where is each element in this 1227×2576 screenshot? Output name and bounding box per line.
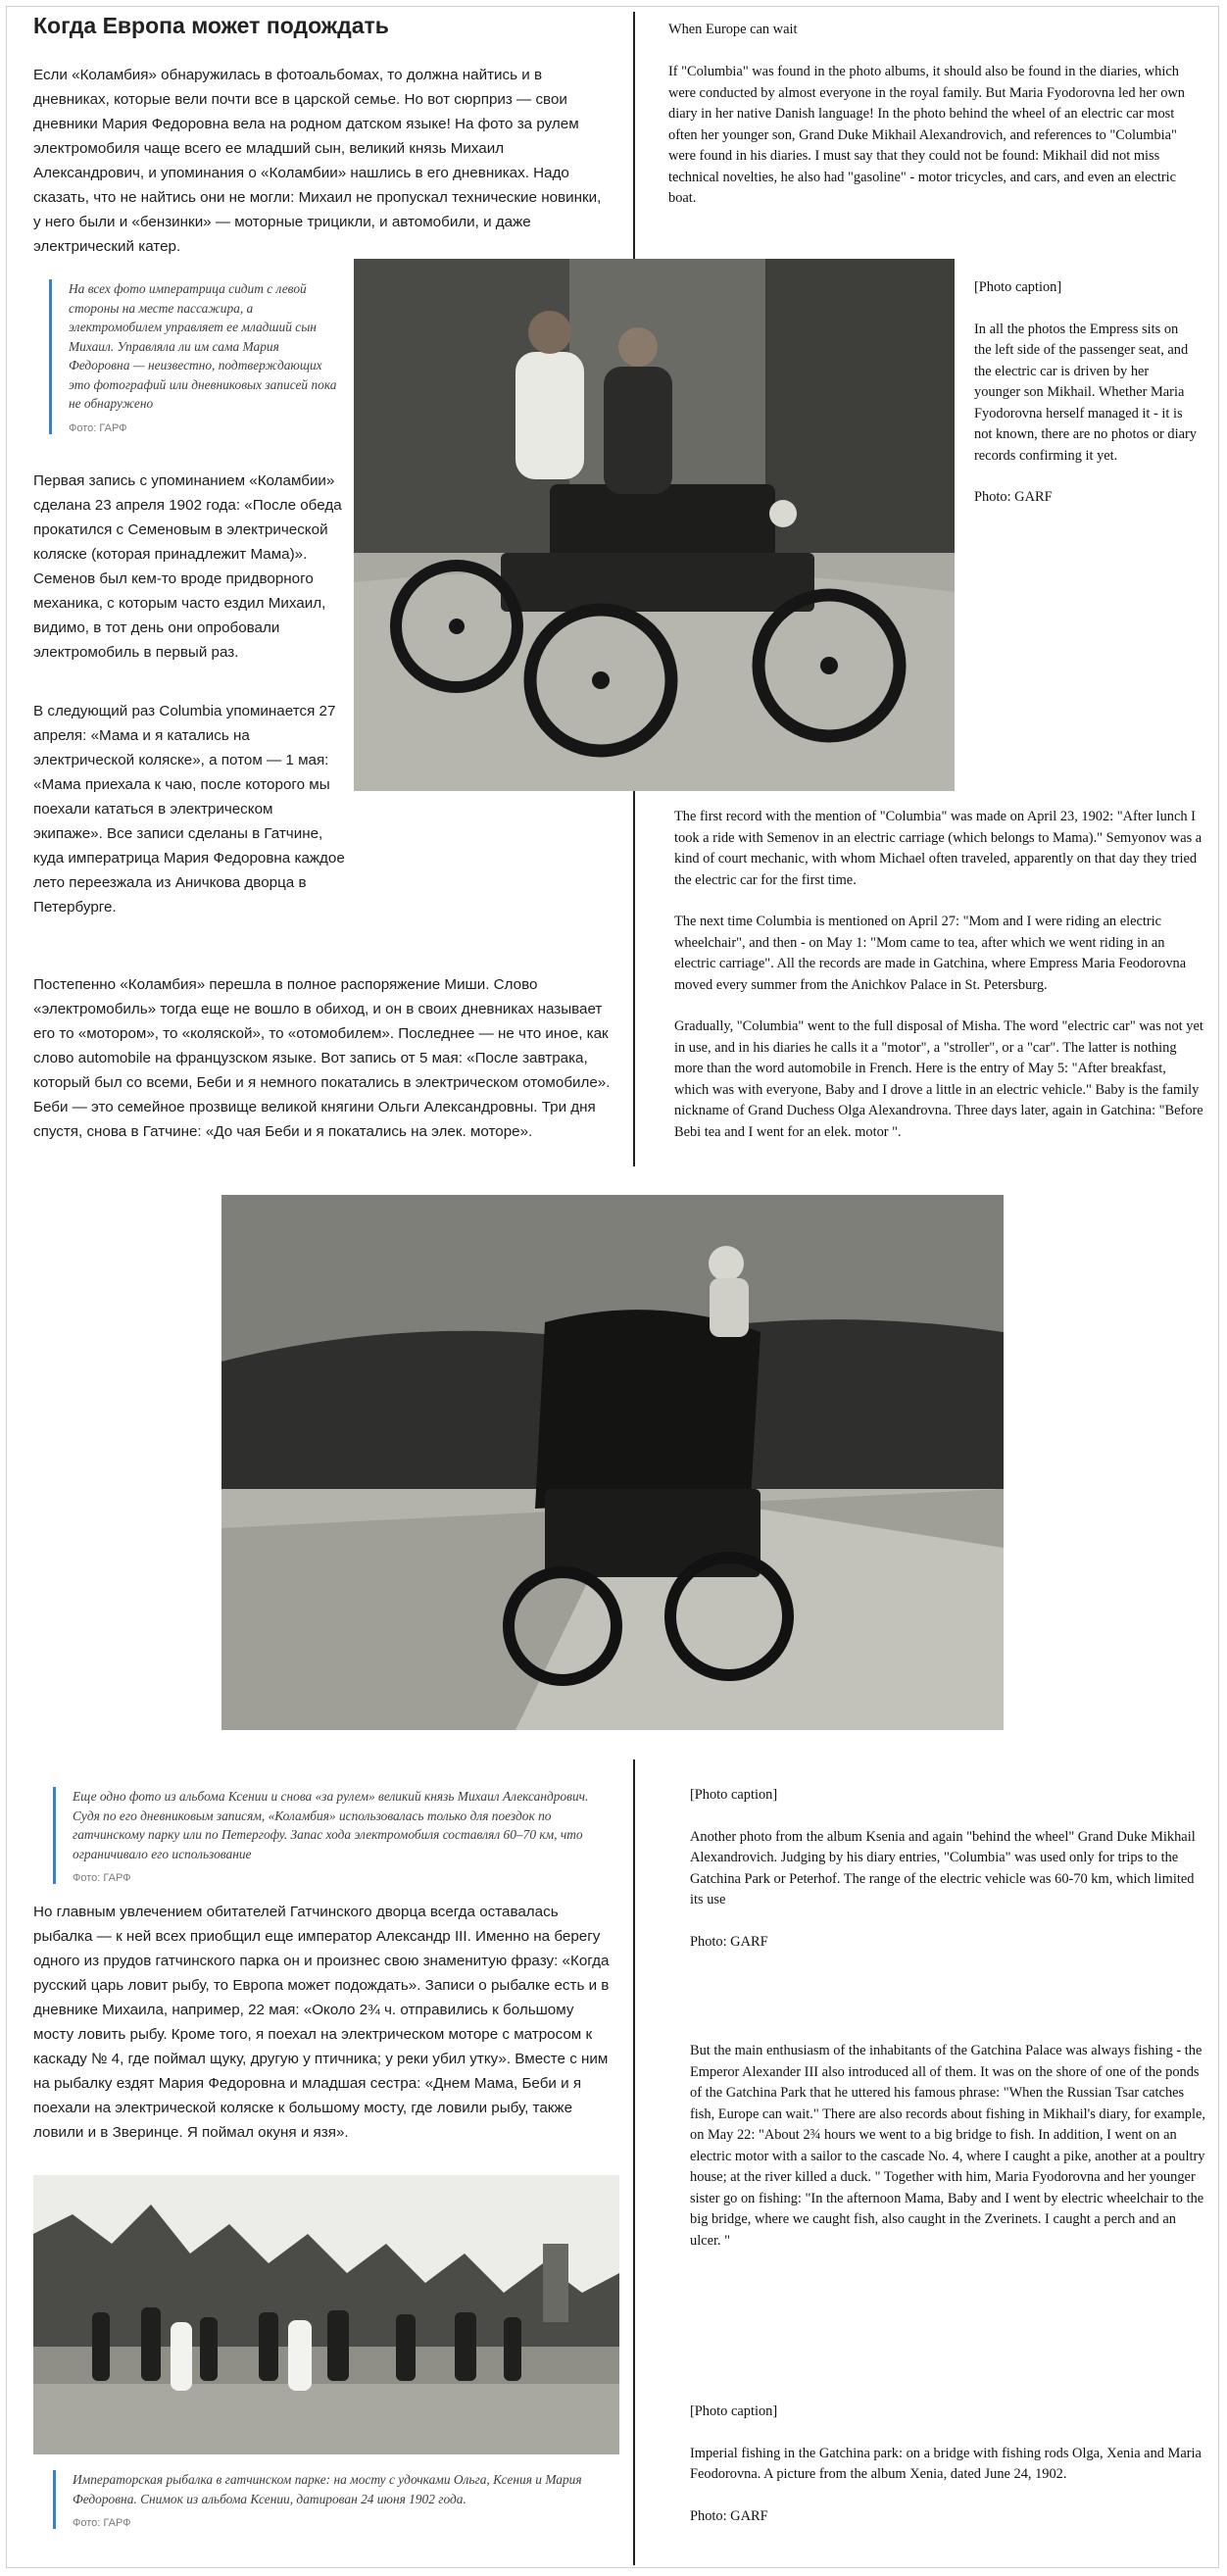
ru-paragraph-4: Постепенно «Коламбия» перешла в полное распоряжение Миши. Слово «электромобиль» тогда еще не вошло в обиход, и он в своих дневниках называет его то «мотором», то «коляской», то «отомобилем». Последнее — не что иное, как слово automobile на французском языке. Вот запись от 5 мая: «После завтрака, который был со всеми, Беби и я немного покатались в электрическом отомобиле». Беби — это семейное прозвище великой княгини Ольги Александровны. Три дня спустя, снова в Гатчине: «До чая Беби и я покатались на элек. моторе». (33, 976, 611, 1140)
ru-caption-1: На всех фото императрица сидит с левой стороны на месте пассажира, а электромобилем управляет ее младший сын Михаил. Управляла ли им сама Мария Федоровна — неизвестно, подтверждающих это фотографий или дневниковых записей пока не обнаружено Фото: ГАРФ (49, 279, 341, 434)
en-caption-2: [Photo caption] Another photo from the album Ksenia and again "behind the wheel" Grand Duke Mikhail Alexandrovich. Judging by his diary entries, "Columbia" was used only for trips to the Gatchina Park or Peterhof. The range of the electric vehicle was 60-70 km, which limited its use Photo: GARF (690, 1787, 1196, 1950)
ru-paragraph-1: Если «Коламбия» обнаружилась в фотоальбомах, то должна найтись и в дневниках, которые вели почти все в царской семье. Но вот сюрприз — свои дневники Мария Федоровна вела на родном датском языке! На фото за рулем электромобиля чаще всего ее младший сын, великий князь Михаил Александрович, и упоминания о «Коламбии» нашлись в его дневниках. Надо сказать, что не найтись они не могли: Михаил не пропускал технические новинки, у него были и «бензинки» — моторные трицикли, и автомобили, и даже электрический катер. (33, 67, 602, 255)
en-title: When Europe can wait (668, 22, 798, 37)
ru-caption-2: Еще одно фото из альбома Ксении и снова «за рулем» великий князь Михаил Александрович. Судя по его дневниковым записям, «Коламбия» использовалась только для поездок по гатчинскому парку или по Петергофу. Запас хода электромобиля составлял 60–70 км, что ограничивало его использование Фото: ГАРФ (53, 1787, 614, 1884)
column-divider-bottom (633, 1759, 635, 2565)
ru-paragraph-3: В следующий раз Columbia упоминается 27 апреля: «Мама и я катались на электрической коляске», а потом — 1 мая: «Мама приехала к чаю, после которого мы поехали кататься в электрическом экипаже». Все записи сделаны в Гатчине, куда императрица Мария Федоровна каждое лето переезжала из Аничкова дворца в Петербурге. (33, 703, 345, 916)
ru-caption-3: Императорская рыбалка в гатчинском парке: на мосту с удочками Ольга, Ксения и Мария Федоровна. Снимок из альбома Ксении, датирован 24 июня 1902 года. Фото: ГАРФ (53, 2470, 614, 2529)
photo-credit: Фото: ГАРФ (69, 421, 127, 434)
photo-imperial-fishing (33, 2175, 619, 2454)
photo-electric-car-passengers (354, 259, 955, 791)
ru-paragraph-5: Но главным увлечением обитателей Гатчинского дворца всегда оставалась рыбалка — к ней всех приобщил еще император Александр III. Именно на берегу одного из прудов гатчинского парка он и произнес свою знаменитую фразу: «Когда русский царь ловит рыбу, то Европа может подождать». Записи о рыбалке есть и в дневнике Михаила, например, 22 мая: «Около 2¾ ч. отправились к большому мосту ловить рыбу. Кроме того, я поехал на электрическом моторе с матросом к каскаду № 4, где поймал щуку, другую у птичника; у реки убил утку». Вместе с ним на рыбалку ездят Мария Федоровна и младшая сестра: «Днем Мама, Беби и я поехали на электрической коляске к большому мосту, где ловили рыбу, также ловили и в Зверинце. Я поймал окуня и язя». (33, 1904, 610, 2141)
en-paragraph-5: But the main enthusiasm of the inhabitants of the Gatchina Palace was always fishing - the Emperor Alexander III also introduced all of them. It was on the shore of one of the ponds of the Gatchina Park that he uttered his famous phrase: "When the Russian Tsar catches fish, Europe can wait." There are also records about fishing in Mikhail's diary, for example, on May 22: "About 2¾ hours we went to a big bridge to fish. In addition, I went on an electric motor with a sailor to the cascade No. 4, where I caught a pike, another at a poultry house; at the river killed a duck. " Together with him, Maria Fyodorovna and her younger sister go on fishing: "In the afternoon Mama, Baby and I went by electric wheelchair to the big bridge, where we caught fish, also caught in the Zverinets. I caught a perch and an ulcer. " (690, 2043, 1205, 2249)
photo-electric-car-rear (221, 1195, 1004, 1730)
en-paragraphs-2-4: The first record with the mention of "Columbia" was made on April 23, 1902: "After lunch I took a ride with Semenov in an electric carriage (which belongs to Mama)." Semyonov was a kind of court mechanic, with whom Michael often traveled, apparently on that day they tried the electric car for the first time. The next time Columbia is mentioned on April 27: "Mom and I were riding an electric wheelchair", and then - on May 1: "Mom came to tea, after which we went riding in an electric carriage". All the records are made in Gatchina, where Empress Maria Feodorovna moved every summer from the Anichkov Palace in St. Petersburg. Gradually, "Columbia" went to the full disposal of Misha. The word "electric car" was not yet in use, and in his diaries he calls it a "motor", a "stroller", or a "car". The latter is nothing more than the word automobile in French. Here is the entry of May 5: "After breakfast, which was with everyone, Baby and I drove a little in an electric vehicle." Baby is the family nickname of Grand Duchess Olga Alexandrovna. Three days later, again in Gatchina: "Before Bebi tea and I went for an elek. motor ". (674, 809, 1203, 1140)
ru-paragraph-2: Первая запись с упоминанием «Коламбии» сделана 23 апреля 1902 года: «После обеда прокатился с Семеновым в электрической коляске (которая принадлежит Мама)». Семенов был кем-то вроде придворного механика, с которым часто ездил Михаил, видимо, в тот день они опробовали электромобиль в первый раз. (33, 472, 342, 661)
page-title: Когда Европа может подождать (33, 13, 389, 38)
en-caption-3: [Photo caption] Imperial fishing in the Gatchina park: on a bridge with fishing rods Olga, Xenia and Maria Feodorovna. A picture from the album Xenia, dated June 24, 1902. Photo: GARF (690, 2403, 1202, 2524)
en-paragraph-1: If "Columbia" was found in the photo albums, it should also be found in the diaries, which were conducted by almost everyone in the royal family. But Maria Fyodorovna led her own diary in her native Danish language! In the photo behind the wheel of an electric car most often her younger son, Grand Duke Mikhail Alexandrovich, and references to "Columbia" were found in his diaries. I must say that they could not be found: Mikhail did not miss technical novelties, he also had "gasoline" - motor tricycles, and cars, and even an electric boat. (668, 64, 1185, 206)
photo-credit: Фото: ГАРФ (73, 2517, 131, 2529)
en-caption-1: [Photo caption] In all the photos the Empress sits on the left side of the passenger seat, and the electric car is driven by her younger son Mikhail. Whether Maria Fyodorovna herself managed it - it is not known, there are no photos or diary records confirming it yet. Photo: GARF (974, 279, 1197, 505)
photo-credit: Фото: ГАРФ (73, 1872, 131, 1884)
